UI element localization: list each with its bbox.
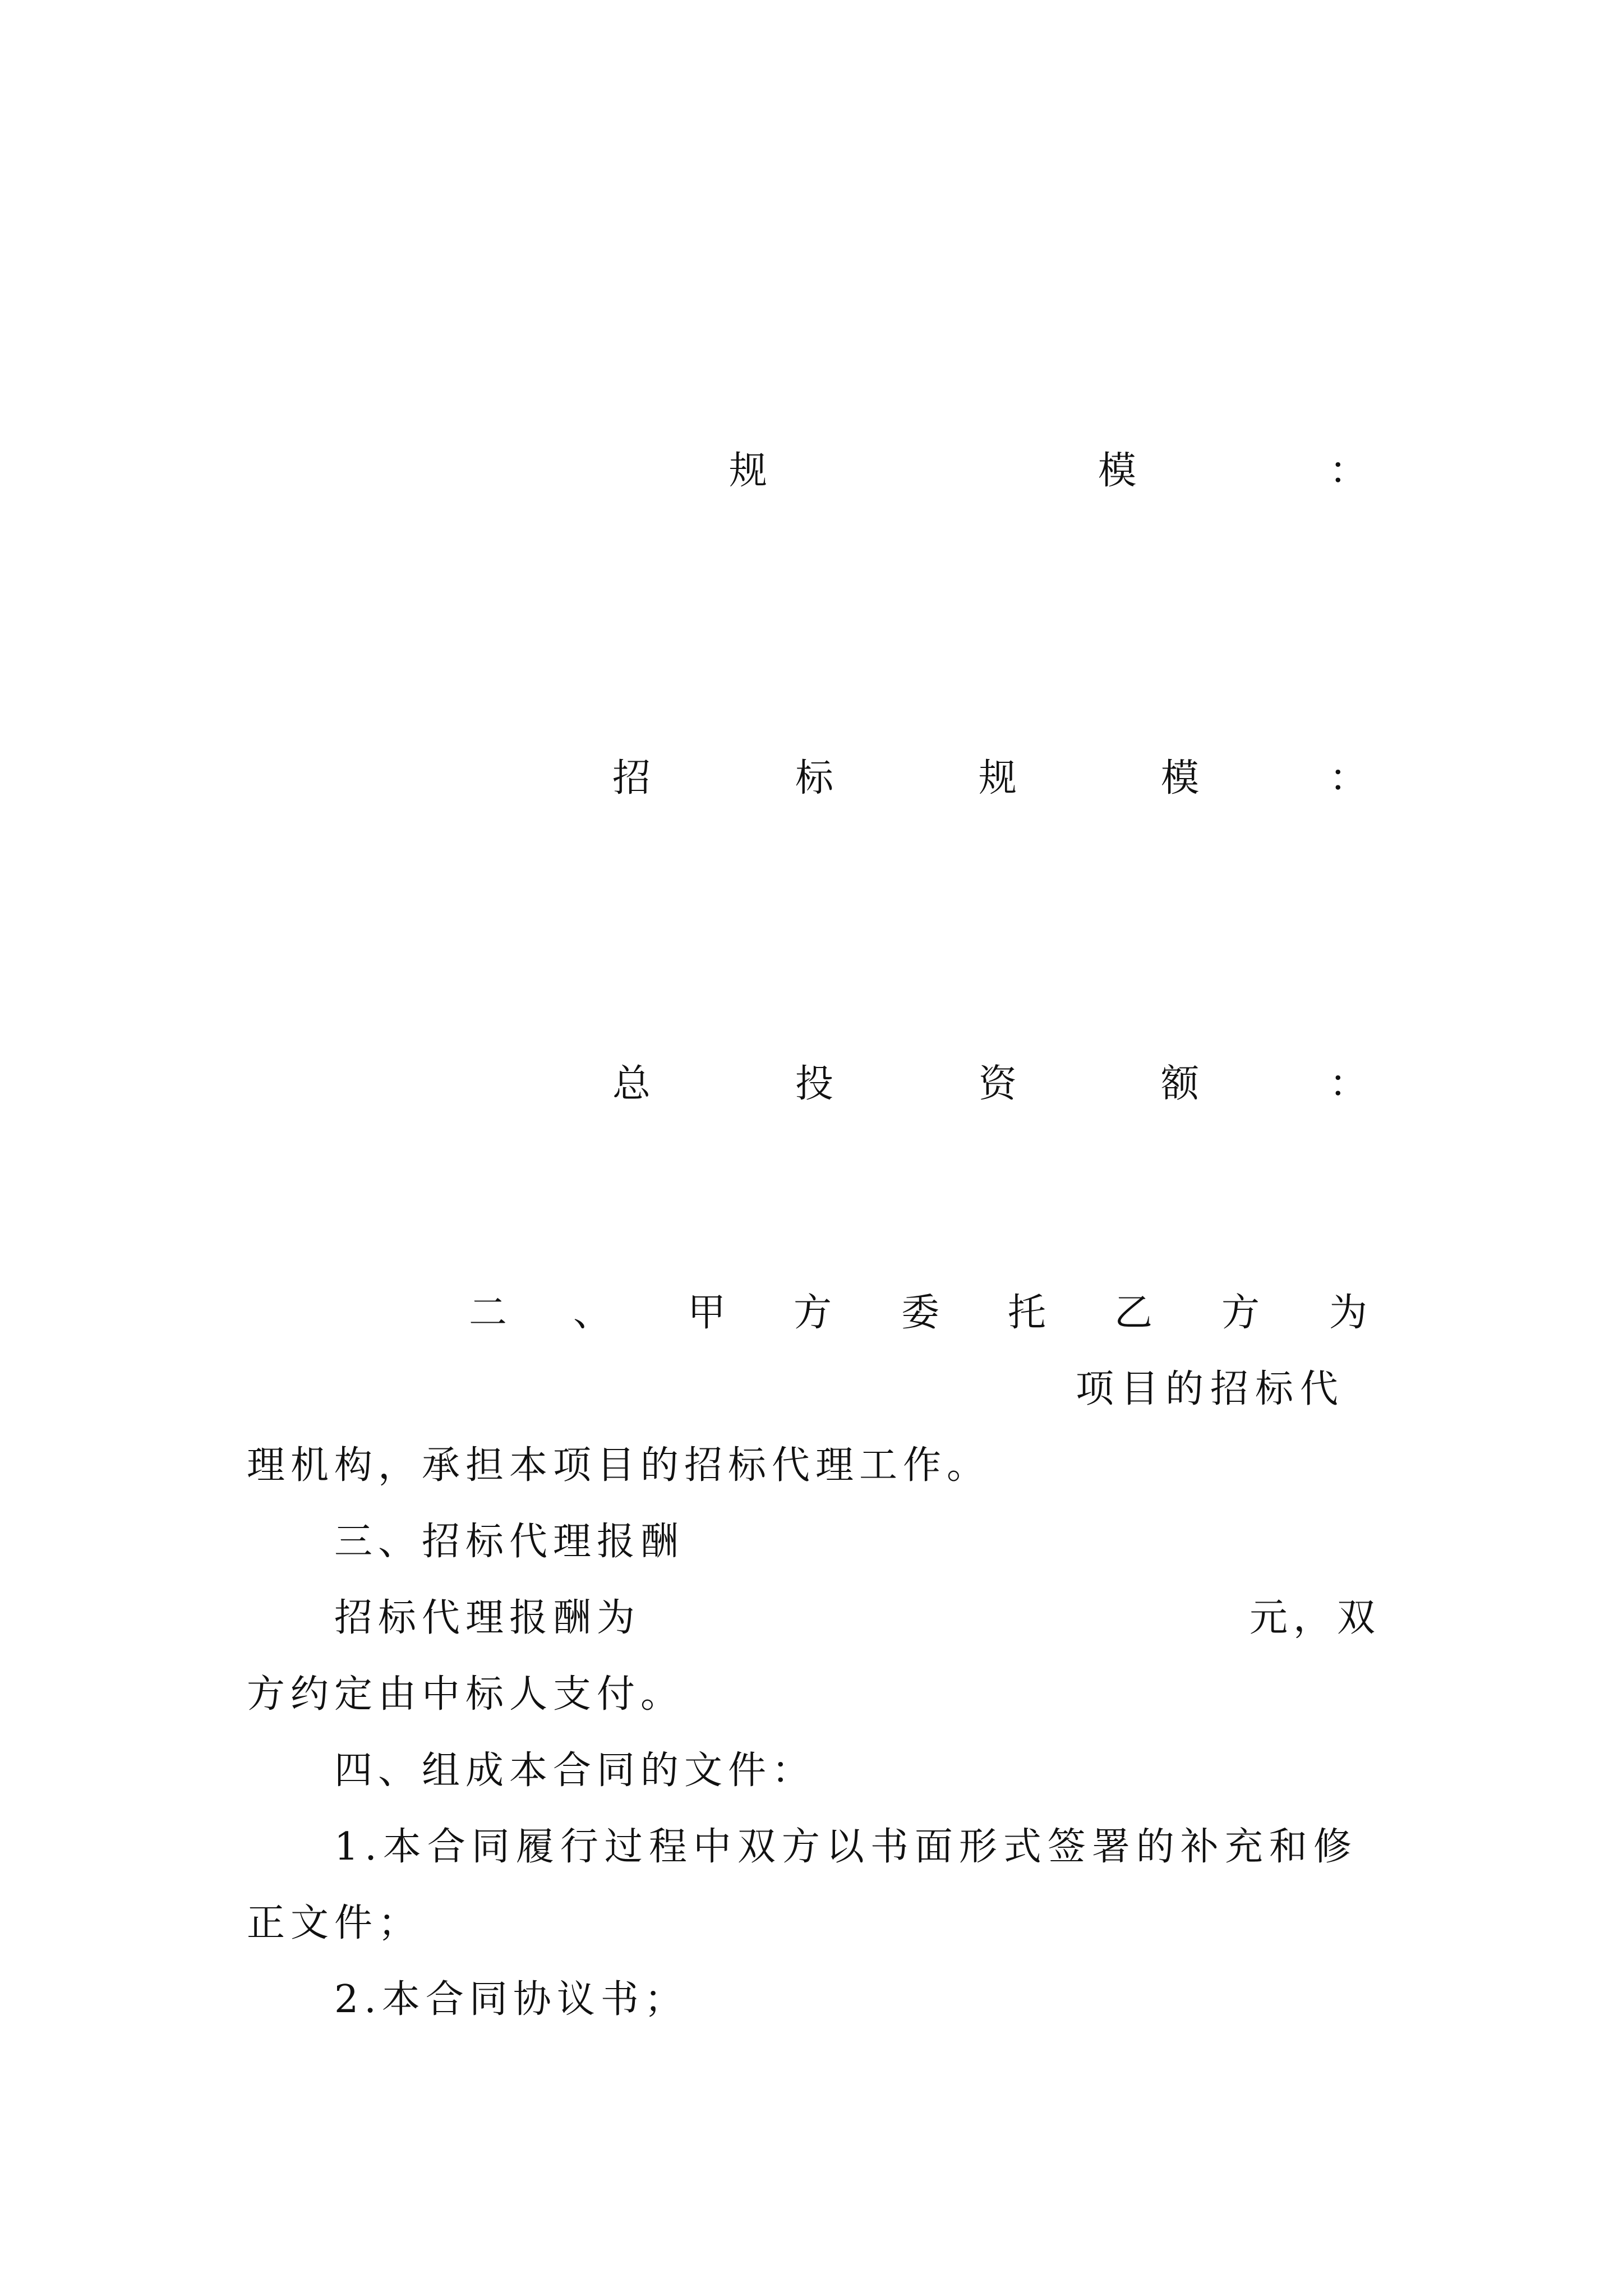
bid-scale-char-3: 规 [979,756,1017,800]
bid-scale-char-2: 标 [795,756,834,800]
section2-word-2: 方 [794,1291,832,1335]
section2-word-7: 为 [1329,1291,1368,1335]
bid-scale-char-1: 招 [612,756,651,800]
section4-item1-line1: 1.本合同履行过程中双方以书面形式签署的补充和修 [334,1825,1358,1869]
scale-label-char-2: 模 [1098,449,1137,493]
total-invest-char-1: 总 [612,1062,651,1106]
section2-word-4: 托 [1008,1291,1046,1335]
section2-word-5: 乙 [1114,1291,1153,1335]
section4-item2: 2.本合同协议书； [334,1977,688,2022]
section2-separator: 、 [573,1291,612,1335]
section4-item1-line2: 正文件； [247,1901,422,1945]
section3-line2: 方约定由中标人支付。 [247,1672,685,1717]
bid-scale-colon: ： [1329,756,1368,800]
section2-word-1: 甲 [688,1291,726,1335]
section2-line2: 项目的招标代 [1076,1367,1345,1411]
section3-fee-suffix: 元，双 [1249,1596,1381,1640]
total-invest-char-4: 额 [1161,1062,1200,1106]
section2-number: 二 [469,1291,508,1335]
total-invest-char-3: 资 [979,1062,1017,1106]
scale-colon: ： [1329,449,1368,493]
section2-word-3: 委 [901,1291,940,1335]
total-invest-colon: ： [1329,1062,1368,1106]
section2-word-6: 方 [1221,1291,1260,1335]
total-invest-char-2: 投 [795,1062,834,1106]
section4-heading: 四、组成本合同的文件： [334,1749,816,1793]
section2-line3: 理机构，承担本项目的招标代理工作。 [247,1443,991,1488]
scale-label-char-1: 规 [729,449,768,493]
section3-fee-prefix: 招标代理报酬为 [334,1596,641,1640]
bid-scale-char-4: 模 [1161,756,1200,800]
section3-heading: 三、招标代理报酬 [334,1520,685,1564]
